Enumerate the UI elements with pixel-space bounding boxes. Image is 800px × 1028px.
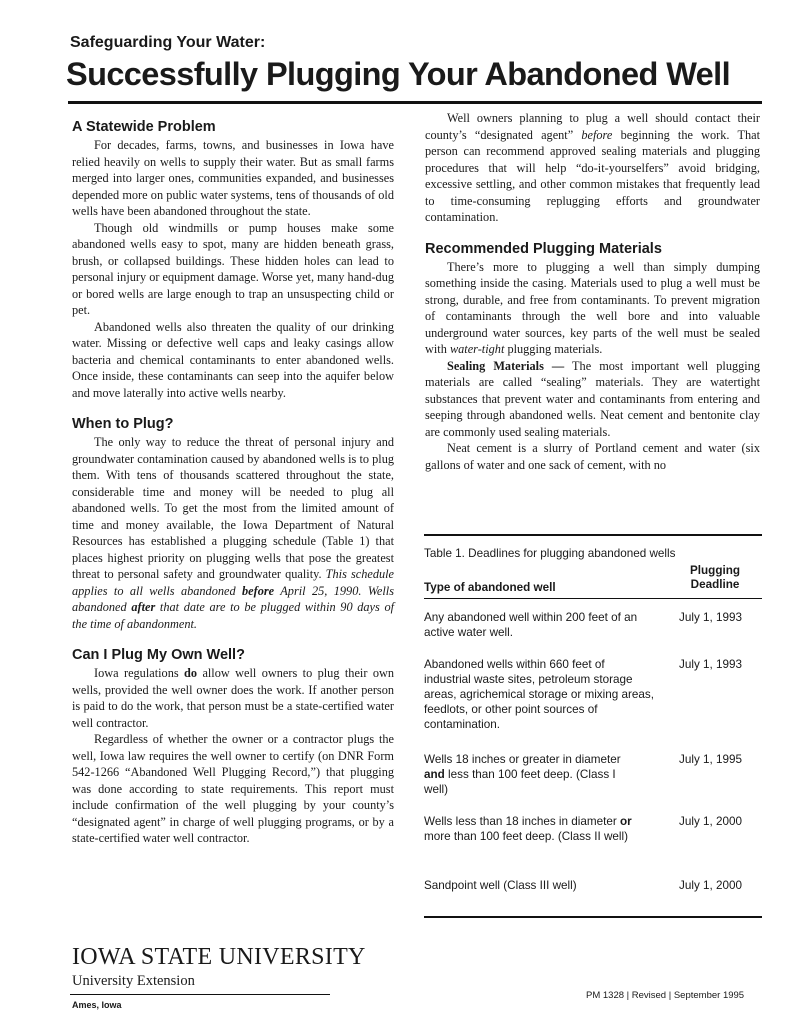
left-column xyxy=(72,118,394,847)
kicker: Safeguarding Your Water: xyxy=(70,34,266,51)
section-heading-statewide-problem: A Statewide Problem xyxy=(72,119,216,135)
column-header-deadline: Plugging Deadline xyxy=(690,564,740,591)
paragraph: Regardless of whether the owner or a contractor plugs the well, Iowa law requires the well owner to certify (on DNR Form 542-1266 “Abandoned Well Plugging Record,”) that plugging was done according to state requirements. This report must include confirmation of the well plugging by your county’s “designated agent” in charge of well plugging programs, or by a state-certified water well contractor. xyxy=(72,732,394,845)
table-cell-type: Any abandoned well within 200 feet of an active water well. xyxy=(424,611,638,639)
top-rule xyxy=(68,101,762,104)
page-title: Successfully Plugging Your Abandoned Well xyxy=(66,56,731,92)
table-header-rule xyxy=(424,598,762,599)
table-cell-deadline: July 1, 2000 xyxy=(679,815,743,828)
table-bottom-rule xyxy=(424,916,762,918)
table-cell-deadline: July 1, 2000 xyxy=(679,879,743,892)
logo-rule xyxy=(70,994,330,995)
extension-label: University Extension xyxy=(72,973,195,989)
paragraph: Iowa regulations do allow well owners to plug their own wells, provided the well owner does the work. If another person is paid to do the work, that person must be a state-certified water well contractor. xyxy=(72,666,394,730)
location-label: Ames, Iowa xyxy=(72,1000,122,1010)
table-cell-type: Wells less than 18 inches in diameter or more than 100 feet deep. (Class II well) xyxy=(424,815,632,843)
paragraph: Neat cement is a slurry of Portland cement and water (six gallons of water and one sack of cement, with no xyxy=(425,441,760,472)
paragraph: Abandoned wells also threaten the quality of our drinking water. Missing or defective well caps and leaky casings allow bacteria and chemical contaminants to enter abandoned wells. Once inside, these contaminants can seep into the aquifer below and move laterally into active wells nearby. xyxy=(72,319,394,400)
paragraph: Well owners planning to plug a well should contact their county’s “designated agent” before beginning the work. That person can recommend approved sealing materials and plugging procedures that will help “do-it-yourselfers” avoid bridging, excessive settling, and other common mistakes that frequently lead to time-consuming replugging efforts and groundwater contamination. xyxy=(425,111,761,224)
paragraph: For decades, farms, towns, and businesses in Iowa have relied heavily on wells to supply their water. But as small farms merged into larger ones, communities expanded, and businesses depended more on public water systems, tens of thousands of old wells have been abandoned throughout the state. xyxy=(72,138,394,218)
table-cell-deadline: July 1, 1995 xyxy=(679,753,743,766)
table-cell-deadline: July 1, 1993 xyxy=(679,658,743,671)
paragraph xyxy=(72,434,394,632)
paragraph: Sealing Materials — The most important well plugging materials are called “sealing” materials. They are watertight substances that prevent water and contaminants from entering and seeping through abandoned wells. Neat cement and bentonite clay are commonly used sealing materials. xyxy=(425,358,760,439)
paragraph: Though old windmills or pump houses make some abandoned wells easy to spot, many are hidden beneath grass, brush, or collapsed buildings. These hidden holes can lead to personal injury or equipment damage. Worse yet, many hand-dug or bored wells are large enough to trap an unsuspecting child or pet. xyxy=(72,220,394,317)
table-caption: Table 1. Deadlines for plugging abandoned wells xyxy=(424,547,676,560)
table-cell-type: Wells 18 inches or greater in diameter and less than 100 feet deep. (Class I well) xyxy=(424,753,621,796)
table-cell-type: Abandoned wells within 660 feet of industrial waste sites, petroleum storage areas, agrichemical storage or mixing areas, feedlots, or other point sources of contamination. xyxy=(424,658,654,731)
section-heading-plug-own-well: Can I Plug My Own Well? xyxy=(72,647,245,663)
table-cell-type: Sandpoint well (Class III well) xyxy=(424,879,577,892)
table-cell-deadline: July 1, 1993 xyxy=(679,611,743,624)
publication-number: PM 1328 | Revised | September 1995 xyxy=(586,990,745,1001)
italic-note: This schedule applies to all wells abandoned before April 25, 1990. Wells abandoned after that date are to be plugged within 90 days of the time of abandonment. xyxy=(72,567,395,631)
column-header-type: Type of abandoned well xyxy=(424,581,556,594)
paragraph: There’s more to plugging a well than simply dumping something inside the casing. Materials used to plug a well must be strong, durable, and free from contaminants. To prevent migration of contaminants through the well bore and into valuable underground water sources, key parts of the well must be sealed with water-tight plugging materials. xyxy=(425,259,760,356)
section-heading-plugging-materials: Recommended Plugging Materials xyxy=(425,240,662,257)
table-top-rule xyxy=(424,534,762,536)
right-column xyxy=(425,110,760,473)
university-logo: IOWA STATE UNIVERSITY xyxy=(72,944,366,970)
text: The only way to reduce the threat of personal injury and groundwater contamination caused by abandoned wells is to plug them. With tens of thousands scattered throughout the state, considerable time and money will be needed to plug all abandoned wells. To get the most from the limited amount of time and money available, the Iowa Department of Natural Resources has established a plugging schedule (Table 1) that places highest priority on plugging wells that pose the greatest threat to personal safety and groundwater quality. xyxy=(72,435,394,581)
section-heading-when-to-plug: When to Plug? xyxy=(72,416,174,432)
